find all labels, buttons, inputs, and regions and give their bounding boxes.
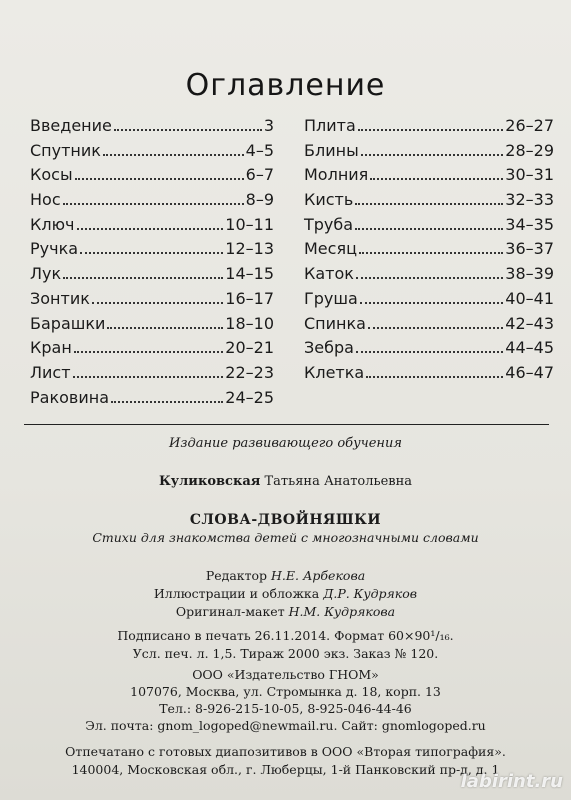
toc-entry (304, 314, 554, 339)
toc-entry-title: Введение (30, 116, 112, 135)
illustrator-name: Д.Р. Кудряков (323, 586, 418, 601)
toc-leader-dots (359, 252, 503, 254)
toc-entry-page: 30–31 (505, 165, 554, 185)
toc-entry-page: 46–47 (505, 362, 554, 382)
toc-leader-dots (92, 302, 223, 304)
toc-entry-title: Раковина (30, 387, 109, 407)
publisher-info (0, 667, 571, 735)
toc-leader-dots (80, 252, 223, 254)
toc-entry-title: Плита (304, 116, 356, 135)
toc-entry-title: Лист (30, 362, 71, 382)
toc-left-column (30, 116, 274, 412)
toc-entry-title: Молния (304, 165, 369, 185)
toc-right-column (304, 116, 554, 388)
editor-label: Редактор (205, 568, 268, 583)
toc-entry (30, 116, 274, 141)
illustrator-label: Иллюстрации и обложка (153, 586, 320, 601)
toc-entry-page: 18–10 (225, 313, 274, 333)
toc-title: Оглавление (185, 68, 386, 103)
toc-leader-dots (366, 376, 503, 378)
toc-entry-title: Барашки (30, 313, 106, 333)
toc-leader-dots (73, 376, 224, 378)
toc-leader-dots (75, 178, 244, 180)
toc-leader-dots (356, 277, 503, 279)
toc-entry (30, 165, 274, 190)
toc-entry-title: Труба (304, 214, 354, 234)
toc-leader-dots (111, 401, 223, 403)
toc-leader-dots (358, 129, 504, 131)
series-line: Издание развивающего обучения (169, 436, 402, 451)
toc-entry-page: 10–11 (225, 214, 274, 234)
toc-entry-page: 8–9 (245, 190, 274, 210)
toc-entry-page: 42–43 (505, 313, 554, 333)
publisher-contacts: Эл. почта: gnom_logoped@newmail.ru. Сайт: gnomlogoped.ru (85, 718, 486, 733)
toc-leader-dots (368, 327, 503, 329)
toc-entry-title: Косы (30, 165, 73, 185)
toc-leader-dots (63, 277, 223, 279)
toc-leader-dots (103, 154, 244, 156)
book-title: СЛОВА-ДВОЙНЯШКИ (189, 512, 382, 528)
toc-entry (30, 289, 274, 314)
toc-entry-page: 40–41 (505, 288, 554, 308)
publisher-address: 107076, Москва, ул. Стромынка д. 18, корп. 13 (130, 684, 441, 699)
toc-leader-dots (356, 351, 503, 353)
toc-entry-title: Месяц (304, 239, 357, 259)
toc-entry-page: 36–37 (505, 239, 554, 259)
toc-entry (30, 141, 274, 166)
watermark: labirint.ru (460, 771, 563, 792)
toc-entry-title: Спутник (30, 140, 101, 160)
toc-entry-page: 6–7 (245, 165, 274, 185)
toc-entry-title: Лук (30, 264, 62, 284)
toc-entry-page: 20–21 (225, 338, 274, 358)
toc-entry (304, 363, 554, 388)
printing-line-2: 140004, Московская обл., г. Люберцы, 1-й Панковский пр-д, д. 1 (71, 762, 500, 777)
illustrator-row (0, 586, 571, 604)
credits-block (0, 568, 571, 622)
toc-entry-page: 34–35 (505, 214, 554, 234)
divider-rule (24, 424, 549, 425)
print-line-2: Усл. печ. л. 1,5. Тираж 2000 экз. Заказ № 120. (132, 646, 439, 661)
author-line (0, 474, 571, 489)
layout-name: Н.М. Кудрякова (288, 604, 396, 619)
toc-entry (304, 289, 554, 314)
toc-entry-page: 32–33 (505, 190, 554, 210)
toc-entry (30, 264, 274, 289)
toc-entry-page: 38–39 (505, 264, 554, 284)
toc-entry-title: Зебра (304, 338, 354, 358)
toc-entry (304, 264, 554, 289)
toc-entry (30, 338, 274, 363)
toc-entry (304, 165, 554, 190)
toc-entry-title: Блины (304, 140, 359, 160)
toc-entry-title: Ключ (30, 214, 75, 234)
toc-entry (304, 116, 554, 141)
toc-entry-page: 16–17 (225, 288, 274, 308)
editor-row (0, 568, 571, 586)
toc-entry (30, 314, 274, 339)
toc-entry-title: Каток (304, 264, 354, 284)
toc-leader-dots (355, 203, 503, 205)
publisher-name: ООО «Издательство ГНОМ» (192, 667, 379, 682)
editor-name: Н.Е. Арбекова (271, 568, 366, 583)
toc-entry-page: 28–29 (505, 140, 554, 160)
toc-leader-dots (355, 228, 503, 230)
toc-entry-title: Спинка (304, 313, 366, 333)
toc-entry-title: Нос (30, 190, 61, 210)
layout-row (0, 604, 571, 622)
toc-leader-dots (114, 129, 262, 131)
toc-entry-page: 24–25 (225, 387, 274, 407)
toc-entry (304, 190, 554, 215)
toc-leader-dots (361, 154, 504, 156)
print-info (0, 628, 571, 664)
printing-line-1: Отпечатано с готовых диапозитивов в ООО «Вторая типография». (65, 744, 506, 759)
author-surname: Куликовская (158, 474, 261, 489)
toc-entry-title: Зонтик (30, 288, 90, 308)
toc-leader-dots (360, 302, 503, 304)
toc-entry (304, 141, 554, 166)
toc-entry (30, 190, 274, 215)
toc-entry-page: 4–5 (245, 140, 274, 160)
toc-entry-page: 12–13 (225, 239, 274, 259)
toc-entry-title: Ручка (30, 239, 79, 259)
toc-entry-page: 3 (263, 116, 274, 135)
toc-leader-dots (74, 351, 224, 353)
print-line-1: Подписано в печать 26.11.2014. Формат 60×90¹/₁₆. (117, 628, 454, 643)
toc-entry (304, 239, 554, 264)
toc-entry (30, 239, 274, 264)
toc-leader-dots (107, 327, 223, 329)
layout-label: Оригинал-макет (175, 604, 285, 619)
toc-entry (304, 338, 554, 363)
toc-leader-dots (63, 203, 244, 205)
toc-entry-title: Кран (30, 338, 72, 358)
toc-entry (304, 215, 554, 240)
toc-leader-dots (370, 178, 503, 180)
toc-entry-page: 22–23 (225, 362, 274, 382)
toc-entry (30, 388, 274, 413)
toc-entry-title: Клетка (304, 362, 365, 382)
toc-entry-page: 44–45 (505, 338, 554, 358)
book-subtitle: Стихи для знакомства детей с многозначными словами (92, 530, 479, 545)
toc-entry (30, 363, 274, 388)
toc-entry-page: 14–15 (225, 264, 274, 284)
toc-entry-title: Кисть (304, 190, 354, 210)
author-name: Татьяна Анатольевна (264, 474, 412, 489)
toc-leader-dots (77, 228, 224, 230)
toc-entry (30, 215, 274, 240)
toc-entry-title: Груша (304, 288, 358, 308)
toc-entry-page: 26–27 (505, 116, 554, 135)
publisher-phone: Тел.: 8-926-215-10-05, 8-925-046-44-46 (159, 701, 412, 716)
